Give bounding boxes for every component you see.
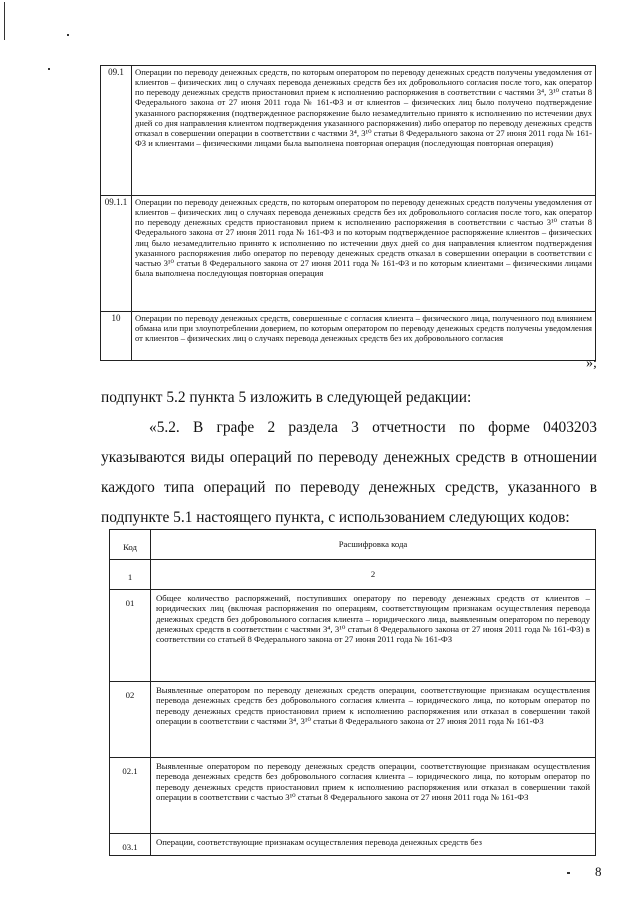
code-cell: 01 (110, 590, 151, 682)
table-row (110, 834, 596, 856)
page-number: 8 (595, 864, 602, 879)
scan-dot (67, 34, 69, 36)
code-cell: 10 (101, 312, 132, 361)
code-cell: 03.1 (110, 834, 151, 856)
table-header-row (110, 530, 596, 560)
description-cell: Выявленные оператором по переводу денежных средств операции, соответствующие признакам осуществления перевода денежных средств без добровольного согласия клиента – юридического лица, по которым оператор по переводу денежных средств приостановил прием к исполнению распоряжения или отказал в совершении такой операции в соответствии с частью 3¹⁰ статьи 8 Федерального закона от 27 июня 2011 года № 161-ФЗ (151, 758, 596, 834)
codes-table (109, 529, 596, 856)
code-cell: 09.1.1 (101, 196, 132, 312)
code-cell: 09.1 (101, 66, 132, 196)
table-row (101, 66, 596, 196)
description-cell: Операции по переводу денежных средств, по которым оператором по переводу денежных средств получены уведомления от клиентов – физических лиц о случаях перевода денежных средств без их добровольного согласия после того, как оператор по переводу денежных средств приостановил прием к исполнению распоряжения в соответствии с частями 3⁴, 3¹⁰ статьи 8 Федерального закона от 27 июня 2011 года № 161-ФЗ и от клиентов – физических лиц было получено подтверждение указанного распоряжения (подтвержденное распоряжение было незамедлительно принято к исполнению по истечении двух дней со дня направления клиентом подтверждения указанного распоряжения) либо оператор по переводу денежных средств отказал в совершении операции в соответствии с частями 3⁴, 3¹⁰ статьи 8 Федерального закона от 27 июня 2011 года № 161-ФЗ и клиентами – физическими лицами была выполнена повторная операция (последующая повторная операция) (132, 66, 596, 196)
description-cell: Выявленные оператором по переводу денежных средств операции, соответствующие признакам осуществления перевода денежных средств без добровольного согласия клиента – юридического лица, по которым оператор по переводу денежных средств приостановил прием к исполнению распоряжения или отказал в совершении такой операции в соответствии с частями 3⁴, 3¹⁰ статьи 8 Федерального закона от 27 июня 2011 года № 161-ФЗ (151, 682, 596, 758)
column-numbering-row (110, 560, 596, 590)
description-cell: Операции по переводу денежных средств, по которым оператором по переводу денежных средств получены уведомления от клиентов – физических лиц о случаях перевода денежных средств без их добровольного согласия после того, как оператор по переводу денежных средств приостановил прием к исполнению распоряжения в соответствии с частью 3¹⁰ статьи 8 Федерального закона от 27 июня 2011 года № 161-ФЗ и по которым подтвержденное распоряжение клиентов – физических лиц было незамедлительно принято к исполнению по истечении двух дней со дня направления клиентом подтверждения указанного распоряжения либо оператор по переводу денежных средств отказал в совершении операции в соответствии с частью 3¹⁰ статьи 8 Федерального закона от 27 июня 2011 года № 161-ФЗ и по которым клиентами – физическими лицами была выполнена последующая повторная операция (132, 196, 596, 312)
table-row (110, 590, 596, 682)
closing-quote: »; (586, 356, 597, 371)
description-cell: Операции по переводу денежных средств, совершенные с согласия клиента – физического лица, полученного под влиянием обмана или при злоупотреблении доверием, по которым оператором по переводу денежных средств получены уведомления от клиентов – физических лиц о случаях перевода денежных средств без их добровольного согласия (132, 312, 596, 361)
column-number-2: 2 (151, 560, 596, 590)
header-code: Код (110, 530, 151, 560)
paragraph-5-2: «5.2. В графе 2 раздела 3 отчетности по форме 0403203 указываются виды операций по переводу денежных средств в отношении каждого типа операций по переводу денежных средств, указанного в подпункте 5.1 настоящего пункта, с использованием следующих кодов: (101, 419, 597, 526)
table-row (101, 196, 596, 312)
table-row (101, 312, 596, 361)
header-description: Расшифровка кода (151, 530, 596, 560)
description-cell: Общее количество распоряжений, поступивших оператору по переводу денежных средств от клиентов – юридических лиц (включая распоряжения по операциям, соответствующим признакам осуществления перевода денежных средств без добровольного согласия клиента – юридического лица, выявленным оператором по переводу денежных средств в соответствии с частями 3⁴, 3¹⁰ статьи 8 Федерального закона от 27 июня 2011 года № 161-ФЗ) в соответствии со статьей 8 Федерального закона от 27 июня 2011 года № 161-ФЗ (151, 590, 596, 682)
scan-dot (48, 68, 50, 70)
operations-table-continued (100, 65, 596, 361)
description-cell: Операции, соответствующие признакам осуществления перевода денежных средств без (151, 834, 596, 856)
subpoint-line: подпункт 5.2 пункта 5 изложить в следующей редакции: (101, 389, 472, 406)
table-row (110, 682, 596, 758)
column-number-1: 1 (110, 560, 151, 590)
code-cell: 02 (110, 682, 151, 758)
scan-dot (567, 872, 570, 874)
code-cell: 02.1 (110, 758, 151, 834)
scan-mark-left (4, 2, 5, 40)
table-row (110, 758, 596, 834)
